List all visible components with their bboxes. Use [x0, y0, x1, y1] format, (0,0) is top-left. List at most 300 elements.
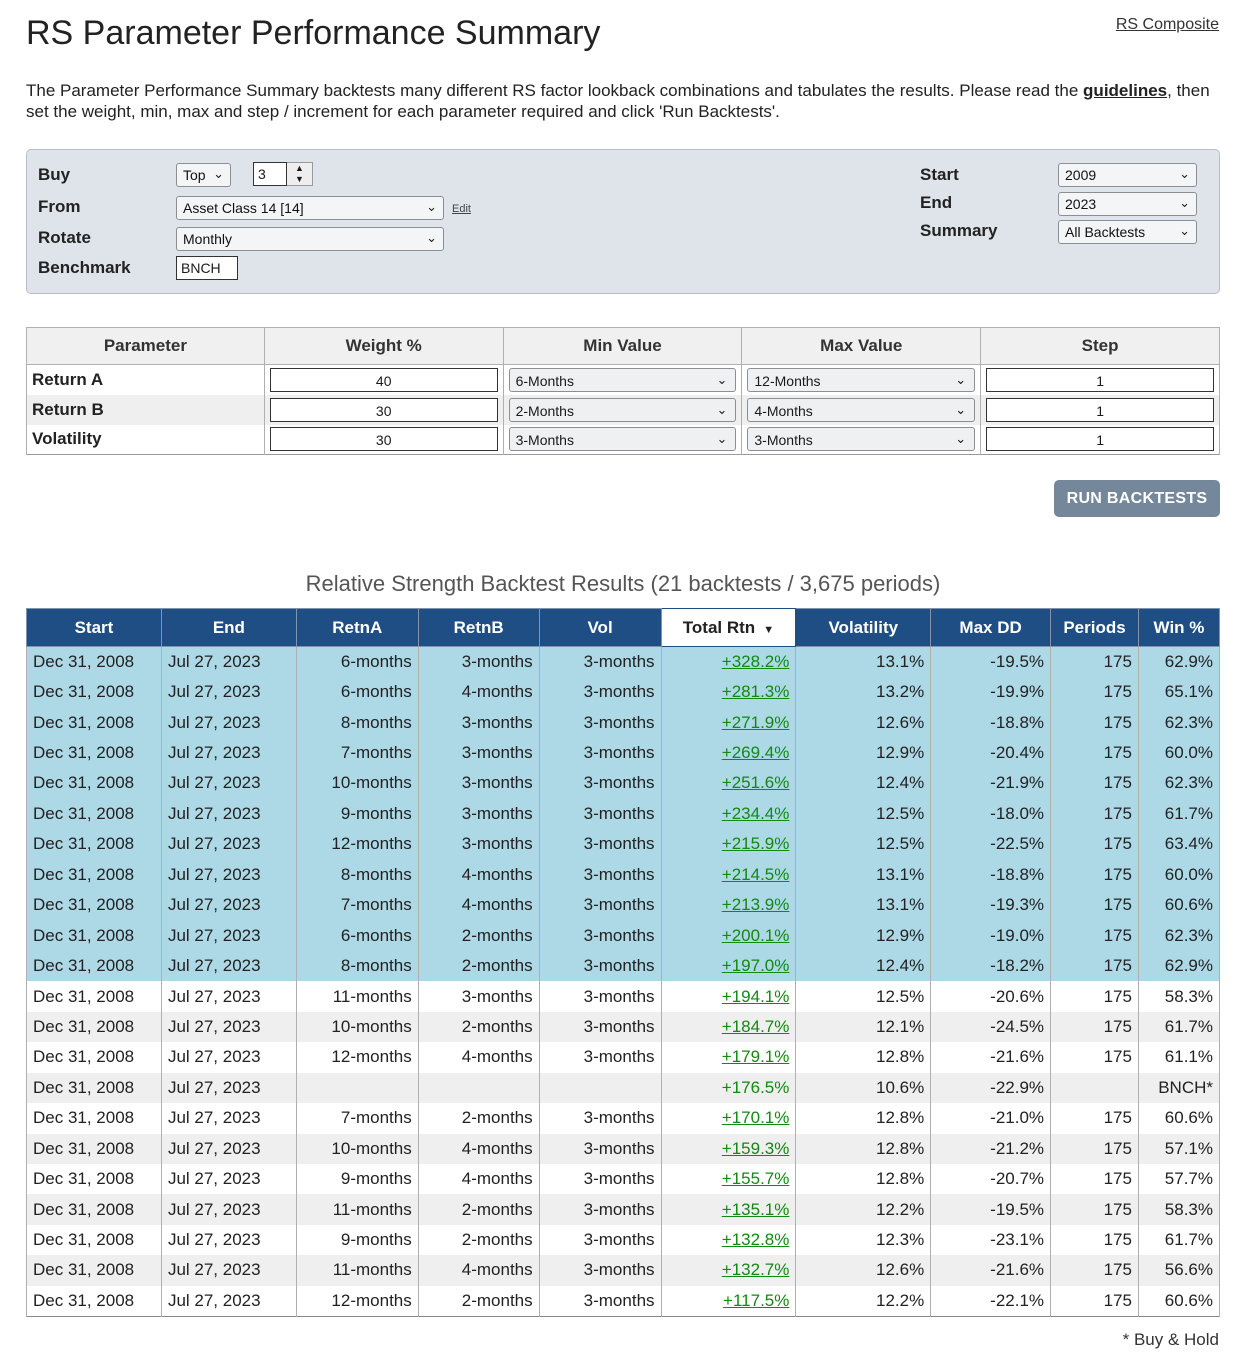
cell-vol: 3-months [539, 1012, 661, 1042]
cell-retnb: 2-months [418, 1103, 539, 1133]
step-input-cell [981, 395, 1220, 425]
weight-input-value: 30 [375, 402, 392, 419]
chevron-down-icon: ⌄ [955, 371, 967, 387]
cell-win-pct: 57.1% [1138, 1134, 1219, 1164]
cell-vol: 3-months [539, 981, 661, 1011]
summary-select[interactable] [1058, 220, 1197, 244]
total-rtn-link[interactable]: +328.2% [721, 651, 790, 671]
cell-total-rtn [661, 1134, 796, 1164]
weight-input-cell [264, 365, 503, 395]
cell-retna: 6-months [296, 677, 418, 707]
cell-retna: 10-months [296, 1012, 418, 1042]
cell-vol: 3-months [539, 799, 661, 829]
cell-retnb: 4-months [418, 860, 539, 890]
cell-end: Jul 27, 2023 [161, 1286, 296, 1316]
max-value-select[interactable] [747, 368, 975, 392]
cell-end: Jul 27, 2023 [161, 707, 296, 737]
cell-start: Dec 31, 2008 [27, 860, 162, 890]
cell-start: Dec 31, 2008 [27, 1255, 162, 1285]
total-rtn-link[interactable]: +251.6% [721, 773, 790, 793]
cell-periods: 175 [1051, 1012, 1139, 1042]
cell-win-pct: 58.3% [1138, 981, 1219, 1011]
parameter-name: Volatility [27, 425, 265, 455]
total-rtn-link[interactable]: +179.1% [721, 1047, 790, 1067]
cell-total-rtn [661, 1194, 796, 1224]
param-col-parameter: Parameter [27, 328, 265, 365]
cell-retnb: 4-months [418, 890, 539, 920]
summary-value: All Backtests [1065, 224, 1146, 240]
cell-end: Jul 27, 2023 [161, 1012, 296, 1042]
table-row [27, 799, 1220, 829]
cell-vol: 3-months [539, 1255, 661, 1285]
cell-start: Dec 31, 2008 [27, 890, 162, 920]
cell-periods: 175 [1051, 1164, 1139, 1194]
step-input-value: 1 [1096, 432, 1104, 449]
chevron-down-icon: ⌄ [716, 401, 728, 417]
total-rtn-link[interactable]: +200.1% [721, 925, 790, 945]
cell-end: Jul 27, 2023 [161, 890, 296, 920]
end-value: 2023 [1065, 196, 1097, 212]
parameter-name: Return A [27, 365, 265, 395]
max-value-select-value: 4-Months [754, 402, 813, 419]
cell-total-rtn [661, 647, 796, 677]
table-row [27, 1194, 1220, 1224]
total-rtn-link[interactable]: +281.3% [721, 682, 790, 702]
col-periods[interactable]: Periods [1051, 609, 1139, 647]
table-row [27, 981, 1220, 1011]
col-total-rtn-label: Total Rtn [682, 617, 756, 637]
cell-end: Jul 27, 2023 [161, 1073, 296, 1103]
cell-volatility: 12.4% [796, 951, 931, 981]
cell-win-pct: 62.3% [1138, 707, 1219, 737]
cell-win-pct: 57.7% [1138, 1164, 1219, 1194]
cell-total-rtn [661, 920, 796, 950]
weight-input-value: 30 [375, 432, 392, 449]
cell-start: Dec 31, 2008 [27, 1225, 162, 1255]
cell-periods: 175 [1051, 860, 1139, 890]
cell-retna: 7-months [296, 890, 418, 920]
cell-retna: 12-months [296, 829, 418, 859]
cell-win-pct: 61.1% [1138, 1042, 1219, 1072]
cell-max-dd: -24.5% [931, 1012, 1051, 1042]
cell-volatility: 12.8% [796, 1134, 931, 1164]
start-label: Start [920, 165, 959, 184]
cell-max-dd: -23.1% [931, 1225, 1051, 1255]
table-row [27, 1134, 1220, 1164]
cell-win-pct: 61.7% [1138, 1012, 1219, 1042]
total-rtn-link[interactable]: +135.1% [721, 1199, 790, 1219]
cell-retna: 9-months [296, 1225, 418, 1255]
benchmark-input[interactable]: BNCH [176, 256, 238, 280]
cell-total-rtn [661, 1286, 796, 1316]
rotate-select[interactable] [176, 227, 444, 251]
table-row [27, 1255, 1220, 1285]
cell-start: Dec 31, 2008 [27, 1194, 162, 1224]
cell-volatility: 12.9% [796, 738, 931, 768]
total-rtn-link[interactable]: +132.8% [721, 1230, 790, 1250]
cell-retnb: 3-months [418, 647, 539, 677]
cell-vol: 3-months [539, 829, 661, 859]
total-rtn-link[interactable]: +194.1% [721, 986, 790, 1006]
cell-total-rtn [661, 829, 796, 859]
cell-vol: 3-months [539, 1164, 661, 1194]
edit-link[interactable]: Edit [452, 203, 471, 215]
cell-win-pct: 61.7% [1138, 799, 1219, 829]
weight-input[interactable] [270, 398, 498, 422]
cell-end: Jul 27, 2023 [161, 1164, 296, 1194]
cell-periods: 175 [1051, 707, 1139, 737]
cell-total-rtn [661, 1255, 796, 1285]
cell-win-pct: 62.9% [1138, 951, 1219, 981]
cell-retnb: 2-months [418, 920, 539, 950]
intro-text-start: The Parameter Performance Summary backtests many different RS factor lookback combinations and tabulates the results. Please read the [26, 81, 1084, 100]
cell-periods: 175 [1051, 981, 1139, 1011]
col-win-pct[interactable]: Win % [1138, 609, 1219, 647]
cell-vol: 3-months [539, 677, 661, 707]
cell-win-pct: 65.1% [1138, 677, 1219, 707]
cell-volatility: 12.9% [796, 920, 931, 950]
min-value-select-value: 2-Months [515, 402, 574, 419]
end-select[interactable] [1058, 192, 1197, 216]
from-value: Asset Class 14 [14] [183, 200, 304, 216]
cell-max-dd: -18.0% [931, 799, 1051, 829]
cell-retna: 9-months [296, 799, 418, 829]
cell-periods: 175 [1051, 829, 1139, 859]
parameter-name: Return B [27, 395, 265, 425]
weight-input-cell [264, 395, 503, 425]
rs-composite-link[interactable]: RS Composite [1115, 16, 1219, 33]
cell-win-pct: 62.3% [1138, 768, 1219, 798]
cell-start: Dec 31, 2008 [27, 707, 162, 737]
cell-retnb: 3-months [418, 738, 539, 768]
cell-start: Dec 31, 2008 [27, 1164, 162, 1194]
parameter-row [27, 395, 1220, 425]
cell-periods: 175 [1051, 738, 1139, 768]
cell-volatility: 12.1% [796, 1012, 931, 1042]
table-row [27, 920, 1220, 950]
summary-label: Summary [920, 221, 998, 240]
param-col-max: Max Value [742, 328, 981, 365]
cell-total-rtn [661, 1225, 796, 1255]
cell-win-pct: 60.6% [1138, 1103, 1219, 1133]
buy-mode-select[interactable] [176, 163, 231, 187]
table-row [27, 1286, 1220, 1316]
cell-periods: 175 [1051, 890, 1139, 920]
cell-retna: 10-months [296, 768, 418, 798]
cell-win-pct: 62.3% [1138, 920, 1219, 950]
intro-text-end: , then set the weight, min, max and step / increment for each parameter required and click 'Run Backtests'. [26, 81, 1210, 121]
total-rtn-link[interactable]: +159.3% [721, 1138, 790, 1158]
total-rtn-link[interactable]: +155.7% [721, 1169, 790, 1189]
cell-retnb: 3-months [418, 768, 539, 798]
step-input[interactable] [986, 368, 1214, 392]
col-vol[interactable]: Vol [539, 609, 661, 647]
total-rtn-link[interactable]: +197.0% [721, 956, 790, 976]
parameter-header-row [27, 328, 1220, 365]
param-col-step: Step [981, 328, 1220, 365]
cell-total-rtn [661, 1073, 796, 1103]
cell-max-dd: -20.6% [931, 981, 1051, 1011]
parameter-row [27, 365, 1220, 395]
max-value-select-value: 3-Months [754, 432, 813, 449]
from-label: From [38, 197, 81, 216]
cell-max-dd: -21.6% [931, 1042, 1051, 1072]
buy-count-input[interactable]: 3 [253, 162, 287, 186]
cell-vol: 3-months [539, 951, 661, 981]
min-value-select-cell [503, 395, 742, 425]
benchmark-label: Benchmark [38, 258, 131, 277]
weight-input[interactable] [270, 427, 498, 451]
min-value-select-cell [503, 425, 742, 455]
cell-periods: 175 [1051, 1194, 1139, 1224]
cell-win-pct: 63.4% [1138, 829, 1219, 859]
cell-end: Jul 27, 2023 [161, 1194, 296, 1224]
cell-periods: 175 [1051, 647, 1139, 677]
total-rtn-link[interactable]: +215.9% [721, 834, 790, 854]
cell-win-pct: 60.0% [1138, 738, 1219, 768]
parameter-table [26, 327, 1220, 455]
chevron-down-icon: ⌄ [716, 371, 728, 387]
cell-total-rtn [661, 1103, 796, 1133]
cell-end: Jul 27, 2023 [161, 1134, 296, 1164]
from-select[interactable] [176, 196, 444, 220]
cell-volatility: 12.5% [796, 799, 931, 829]
max-value-select[interactable] [747, 427, 975, 451]
cell-retna: 6-months [296, 920, 418, 950]
cell-start: Dec 31, 2008 [27, 677, 162, 707]
cell-periods: 175 [1051, 920, 1139, 950]
table-row [27, 647, 1220, 677]
cell-volatility: 12.6% [796, 1255, 931, 1285]
cell-retnb: 3-months [418, 829, 539, 859]
table-row [27, 1225, 1220, 1255]
cell-periods: 175 [1051, 1286, 1139, 1316]
total-rtn-link[interactable]: +170.1% [721, 1108, 790, 1128]
cell-max-dd: -22.9% [931, 1073, 1051, 1103]
table-row [27, 768, 1220, 798]
table-row [27, 951, 1220, 981]
cell-win-pct: 62.9% [1138, 647, 1219, 677]
cell-vol: 3-months [539, 1103, 661, 1133]
table-row [27, 1164, 1220, 1194]
total-rtn-link[interactable]: +132.7% [721, 1260, 790, 1280]
cell-start: Dec 31, 2008 [27, 647, 162, 677]
cell-start: Dec 31, 2008 [27, 768, 162, 798]
step-input-value: 1 [1096, 402, 1104, 419]
step-input-cell [981, 365, 1220, 395]
cell-retna: 7-months [296, 1103, 418, 1133]
param-col-min: Min Value [503, 328, 742, 365]
max-value-select-value: 12-Months [754, 372, 821, 389]
cell-start: Dec 31, 2008 [27, 799, 162, 829]
table-row [27, 738, 1220, 768]
table-row [27, 1073, 1220, 1103]
sort-desc-icon: ▼ [763, 623, 775, 636]
cell-vol: 3-months [539, 1286, 661, 1316]
cell-end: Jul 27, 2023 [161, 1225, 296, 1255]
cell-retnb: 4-months [418, 1134, 539, 1164]
max-value-select[interactable] [747, 398, 975, 422]
min-value-select[interactable] [509, 427, 737, 451]
buy-label: Buy [38, 165, 71, 184]
cell-vol: 3-months [539, 920, 661, 950]
total-rtn-link[interactable]: +214.5% [721, 864, 790, 884]
buy-mode-value: Top [183, 167, 206, 183]
cell-retna: 10-months [296, 1134, 418, 1164]
cell-volatility: 10.6% [796, 1073, 931, 1103]
cell-win-pct: 56.6% [1138, 1255, 1219, 1285]
cell-end: Jul 27, 2023 [161, 768, 296, 798]
cell-win-pct: 60.6% [1138, 890, 1219, 920]
cell-retna [296, 1073, 418, 1103]
cell-win-pct: 60.0% [1138, 860, 1219, 890]
cell-max-dd: -18.8% [931, 860, 1051, 890]
chevron-down-icon: ⌄ [426, 230, 437, 245]
cell-vol: 3-months [539, 860, 661, 890]
cell-retnb [418, 1073, 539, 1103]
cell-periods: 175 [1051, 951, 1139, 981]
chevron-down-icon: ⌄ [213, 166, 224, 181]
parameter-row [27, 425, 1220, 455]
cell-periods [1051, 1073, 1139, 1103]
cell-retna: 11-months [296, 981, 418, 1011]
col-end[interactable]: End [161, 609, 296, 647]
table-row [27, 707, 1220, 737]
cell-retnb: 3-months [418, 799, 539, 829]
table-row [27, 860, 1220, 890]
total-rtn-link[interactable]: +117.5% [723, 1290, 790, 1310]
cell-volatility: 12.2% [796, 1286, 931, 1316]
cell-end: Jul 27, 2023 [161, 951, 296, 981]
results-table [26, 608, 1220, 1317]
cell-volatility: 12.8% [796, 1103, 931, 1133]
cell-start: Dec 31, 2008 [27, 1073, 162, 1103]
step-input-cell [981, 425, 1220, 455]
cell-max-dd: -19.9% [931, 677, 1051, 707]
cell-retna: 9-months [296, 1164, 418, 1194]
cell-max-dd: -22.1% [931, 1286, 1051, 1316]
min-value-select-cell [503, 365, 742, 395]
total-rtn-link[interactable]: +269.4% [721, 743, 790, 763]
cell-max-dd: -19.5% [931, 1194, 1051, 1224]
cell-end: Jul 27, 2023 [161, 647, 296, 677]
chevron-down-icon: ⌄ [955, 401, 967, 417]
cell-retna: 7-months [296, 738, 418, 768]
cell-start: Dec 31, 2008 [27, 1012, 162, 1042]
cell-vol: 3-months [539, 768, 661, 798]
cell-retnb: 4-months [418, 1255, 539, 1285]
min-value-select[interactable] [509, 368, 737, 392]
cell-retnb: 2-months [418, 1012, 539, 1042]
cell-total-rtn [661, 951, 796, 981]
cell-volatility: 12.3% [796, 1225, 931, 1255]
cell-vol: 3-months [539, 1134, 661, 1164]
table-row [27, 1103, 1220, 1133]
cell-vol: 3-months [539, 738, 661, 768]
cell-periods: 175 [1051, 768, 1139, 798]
col-max-dd[interactable]: Max DD [931, 609, 1051, 647]
weight-input-cell [264, 425, 503, 455]
start-select[interactable] [1058, 163, 1197, 187]
cell-end: Jul 27, 2023 [161, 860, 296, 890]
weight-input[interactable] [270, 368, 498, 392]
cell-total-rtn [661, 860, 796, 890]
step-input-value: 1 [1096, 372, 1104, 389]
cell-start: Dec 31, 2008 [27, 951, 162, 981]
cell-retna: 8-months [296, 707, 418, 737]
cell-end: Jul 27, 2023 [161, 1042, 296, 1072]
start-value: 2009 [1065, 167, 1097, 183]
cell-retnb: 4-months [418, 1042, 539, 1072]
run-backtests-button[interactable]: RUN BACKTESTS [1054, 480, 1220, 517]
cell-total-rtn [661, 799, 796, 829]
cell-end: Jul 27, 2023 [161, 1255, 296, 1285]
cell-volatility: 12.5% [796, 829, 931, 859]
total-rtn-link[interactable]: +184.7% [721, 1016, 790, 1036]
col-retna[interactable]: RetnA [296, 609, 418, 647]
cell-max-dd: -21.0% [931, 1103, 1051, 1133]
cell-volatility: 12.6% [796, 707, 931, 737]
step-input[interactable] [986, 427, 1214, 451]
cell-retna: 12-months [296, 1286, 418, 1316]
cell-start: Dec 31, 2008 [27, 1134, 162, 1164]
table-row [27, 1012, 1220, 1042]
cell-win-pct: 60.6% [1138, 1286, 1219, 1316]
cell-retna: 8-months [296, 860, 418, 890]
col-volatility[interactable]: Volatility [796, 609, 931, 647]
min-value-select[interactable] [509, 398, 737, 422]
cell-max-dd: -19.3% [931, 890, 1051, 920]
cell-total-rtn [661, 1164, 796, 1194]
chevron-down-icon: ⌄ [955, 431, 967, 447]
col-retnb[interactable]: RetnB [418, 609, 539, 647]
cell-retna: 11-months [296, 1255, 418, 1285]
cell-volatility: 12.8% [796, 1042, 931, 1072]
cell-max-dd: -18.2% [931, 951, 1051, 981]
max-value-select-cell [742, 365, 981, 395]
cell-retnb: 3-months [418, 981, 539, 1011]
col-total-rtn[interactable] [661, 609, 796, 647]
max-value-select-cell [742, 425, 981, 455]
cell-total-rtn [661, 981, 796, 1011]
cell-total-rtn [661, 1042, 796, 1072]
cell-retna: 6-months [296, 647, 418, 677]
cell-start: Dec 31, 2008 [27, 1042, 162, 1072]
cell-periods: 175 [1051, 799, 1139, 829]
cell-volatility: 13.1% [796, 647, 931, 677]
cell-max-dd: -18.8% [931, 707, 1051, 737]
col-start[interactable]: Start [27, 609, 162, 647]
buy-count-spinner[interactable]: ▲ ▼ [287, 162, 313, 186]
total-rtn-link[interactable]: +271.9% [721, 712, 790, 732]
total-rtn-link[interactable]: +213.9% [721, 895, 790, 915]
chevron-down-icon: ⌄ [1179, 195, 1190, 210]
cell-vol: 3-months [539, 707, 661, 737]
page-title: RS Parameter Performance Summary [26, 14, 601, 52]
cell-max-dd: -20.4% [931, 738, 1051, 768]
rotate-value: Monthly [183, 231, 233, 247]
cell-volatility: 12.4% [796, 768, 931, 798]
cell-end: Jul 27, 2023 [161, 677, 296, 707]
guidelines-link[interactable]: guidelines [1083, 81, 1168, 100]
step-input[interactable] [986, 398, 1214, 422]
total-rtn-link[interactable]: +234.4% [721, 803, 790, 823]
intro-text [26, 80, 1226, 122]
cell-retnb: 2-months [418, 951, 539, 981]
cell-periods: 175 [1051, 1134, 1139, 1164]
cell-max-dd: -20.7% [931, 1164, 1051, 1194]
cell-max-dd: -21.9% [931, 768, 1051, 798]
